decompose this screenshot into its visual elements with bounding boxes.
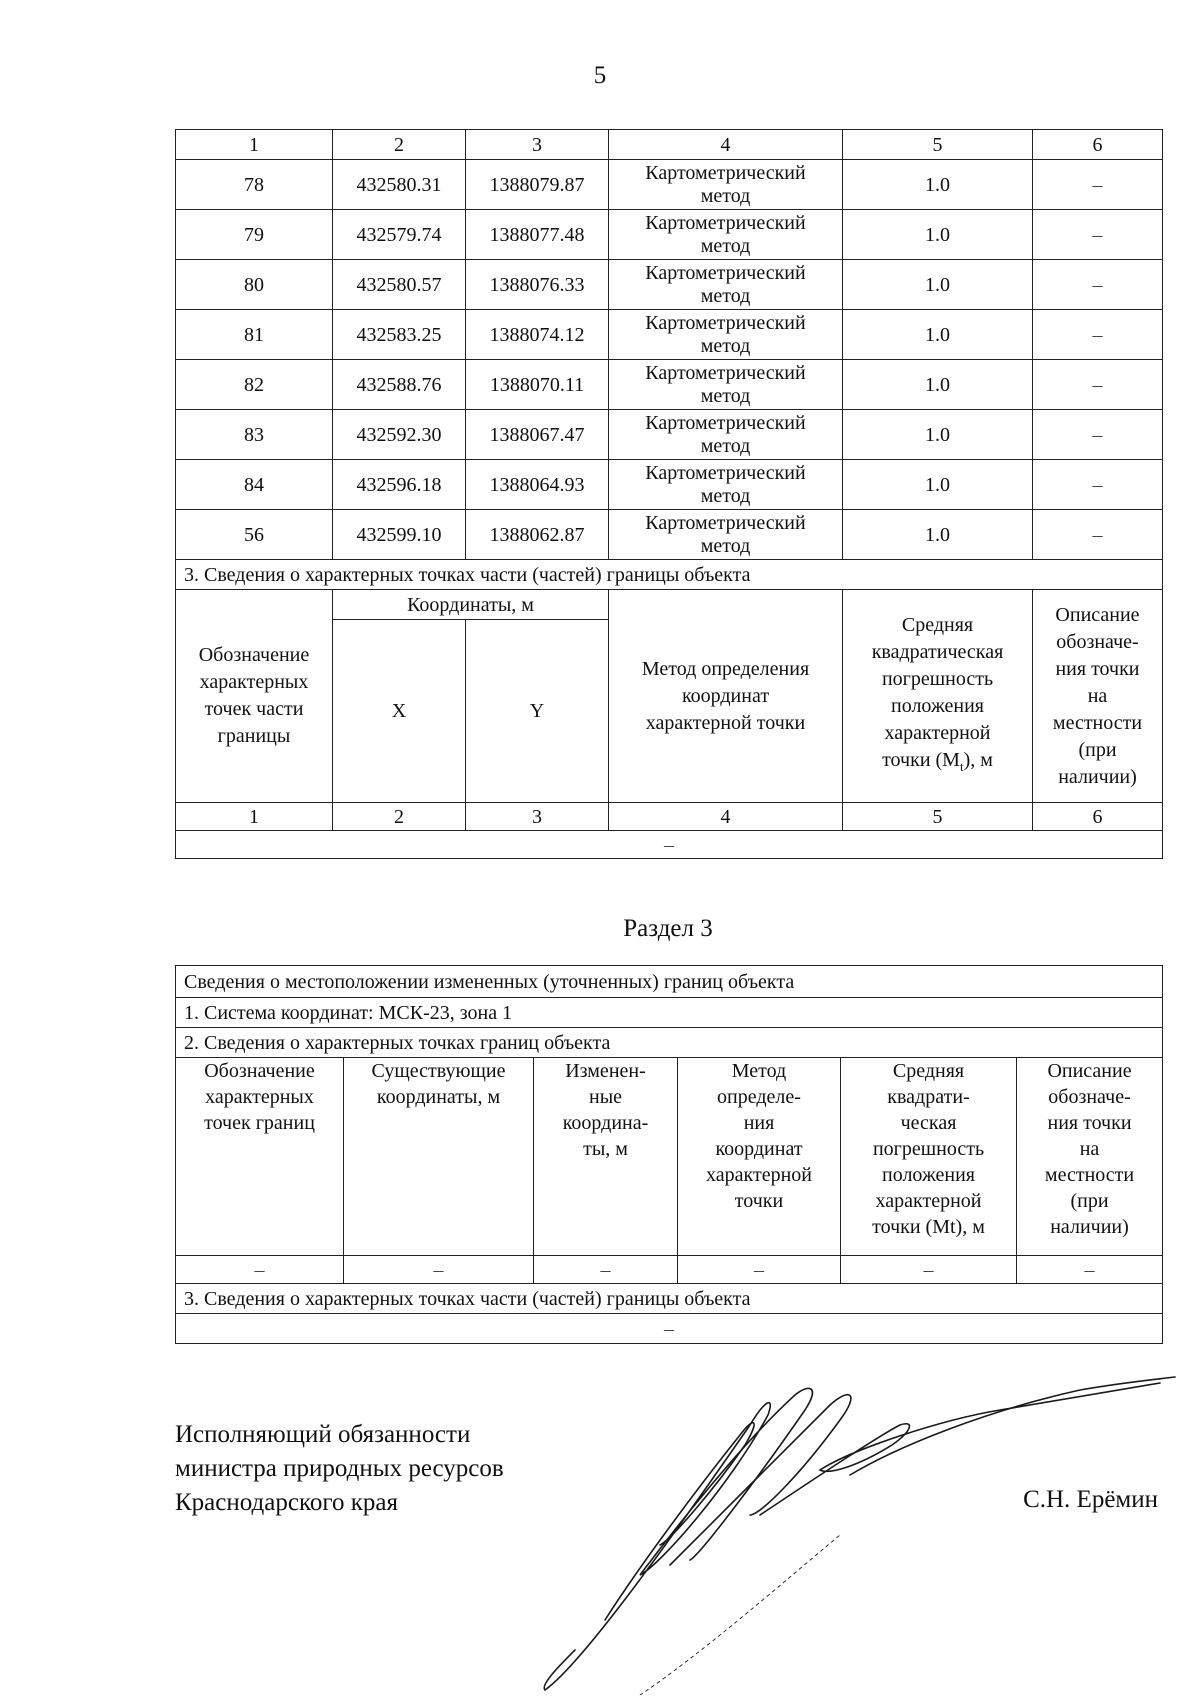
table-row [176, 510, 1163, 560]
section3-part-heading: 3. Сведения о характерных точках части (частей) границы объекта [176, 1284, 1163, 1314]
section3-title: Сведения о местоположении измененных (уточненных) границ объекта [176, 966, 1163, 998]
accuracy-value: 1.0 [843, 360, 1033, 410]
column-number: 1 [176, 803, 333, 831]
y-header: Y [466, 620, 609, 803]
description-value: – [1033, 210, 1163, 260]
description-value: – [1033, 160, 1163, 210]
column-number: 6 [1033, 130, 1163, 160]
method-cell: Картометрический метод [609, 510, 843, 560]
x-coordinate: 432583.25 [333, 310, 466, 360]
point-designation-header: Обозначение характерных точек части границы [176, 590, 333, 803]
point-number: 79 [176, 210, 333, 260]
point-number: 84 [176, 460, 333, 510]
table-row [176, 460, 1163, 510]
column-number: 2 [333, 803, 466, 831]
y-coordinate: 1388077.48 [466, 210, 609, 260]
accuracy-value: 1.0 [843, 410, 1033, 460]
value-cell: – [841, 1256, 1017, 1284]
column-number: 4 [609, 130, 843, 160]
point-number: 81 [176, 310, 333, 360]
method-cell: Картометрический метод [609, 260, 843, 310]
value-cell: – [678, 1256, 841, 1284]
accuracy-value: 1.0 [843, 310, 1033, 360]
points-heading: 2. Сведения о характерных точках границ объекта [176, 1028, 1163, 1058]
table-row [176, 410, 1163, 460]
y-coordinate: 1388062.87 [466, 510, 609, 560]
method-cell: Картометрический метод [609, 460, 843, 510]
x-coordinate: 432580.57 [333, 260, 466, 310]
description-header: Описание обозначе- ния точки на местности (при наличии) [1017, 1058, 1163, 1256]
column-number: 6 [1033, 803, 1163, 831]
description-value: – [1033, 460, 1163, 510]
accuracy-value: 1.0 [843, 460, 1033, 510]
point-number: 83 [176, 410, 333, 460]
value-cell: – [1017, 1256, 1163, 1284]
column-number: 4 [609, 803, 843, 831]
signer-position-line: Краснодарского края [175, 1489, 398, 1516]
section3-part-empty: – [176, 1314, 1163, 1344]
points-table [175, 129, 1163, 859]
table-row [176, 260, 1163, 310]
section-title: Раздел 3 [623, 915, 713, 942]
method-cell: Картометрический метод [609, 160, 843, 210]
section3-values-row [176, 1256, 1163, 1284]
point-number: 56 [176, 510, 333, 560]
handwritten-signature [520, 1365, 1180, 1695]
table-row [176, 210, 1163, 260]
value-cell: – [534, 1256, 678, 1284]
x-coordinate: 432599.10 [333, 510, 466, 560]
existing-coordinates-header: Существующие координаты, м [344, 1058, 534, 1256]
signer-position-line: министра природных ресурсов [175, 1455, 504, 1482]
x-coordinate: 432588.76 [333, 360, 466, 410]
y-coordinate: 1388070.11 [466, 360, 609, 410]
signer-name: С.Н. Ерёмин [1023, 1486, 1158, 1513]
table-row [176, 310, 1163, 360]
section3-header-row [176, 1058, 1163, 1256]
x-coordinate: 432596.18 [333, 460, 466, 510]
value-cell: – [176, 1256, 344, 1284]
x-coordinate: 432592.30 [333, 410, 466, 460]
accuracy-value: 1.0 [843, 210, 1033, 260]
column-number: 3 [466, 803, 609, 831]
coordinates-header: Координаты, м [333, 590, 609, 620]
section3-table [175, 965, 1163, 1344]
column-number: 5 [843, 803, 1033, 831]
method-header: Метод определе- ния координат характерной точки [678, 1058, 841, 1256]
y-coordinate: 1388067.47 [466, 410, 609, 460]
y-coordinate: 1388076.33 [466, 260, 609, 310]
value-cell: – [344, 1256, 534, 1284]
y-coordinate: 1388064.93 [466, 460, 609, 510]
x-coordinate: 432579.74 [333, 210, 466, 260]
column-number: 5 [843, 130, 1033, 160]
coord-system: 1. Система координат: МСК-23, зона 1 [176, 998, 1163, 1028]
description-value: – [1033, 510, 1163, 560]
method-header: Метод определения координат характерной точки [609, 590, 843, 803]
table-row [176, 160, 1163, 210]
description-header: Описание обозначе- ния точки на местности (при наличии) [1033, 590, 1163, 803]
changed-coordinates-header: Изменен- ные координа- ты, м [534, 1058, 678, 1256]
page-number: 5 [593, 62, 607, 89]
column-number-row [176, 130, 1163, 160]
method-cell: Картометрический метод [609, 210, 843, 260]
description-value: – [1033, 410, 1163, 460]
accuracy-header: Средняя квадратическая погрешность положения характерной точки $(M_t)$, м [843, 590, 1033, 803]
point-number: 80 [176, 260, 333, 310]
part-heading: 3. Сведения о характерных точках части (частей) границы объекта [176, 560, 1163, 590]
accuracy-value: 1.0 [843, 260, 1033, 310]
y-coordinate: 1388079.87 [466, 160, 609, 210]
part-empty-cell: – [176, 831, 1163, 859]
x-coordinate: 432580.31 [333, 160, 466, 210]
column-number: 2 [333, 130, 466, 160]
description-value: – [1033, 260, 1163, 310]
description-value: – [1033, 360, 1163, 410]
accuracy-value: 1.0 [843, 510, 1033, 560]
y-coordinate: 1388074.12 [466, 310, 609, 360]
method-cell: Картометрический метод [609, 410, 843, 460]
table-row [176, 360, 1163, 410]
column-number: 3 [466, 130, 609, 160]
point-number: 82 [176, 360, 333, 410]
description-value: – [1033, 310, 1163, 360]
part-column-number-row [176, 803, 1163, 831]
column-number: 1 [176, 130, 333, 160]
method-cell: Картометрический метод [609, 360, 843, 410]
accuracy-value: 1.0 [843, 160, 1033, 210]
signer-position [175, 1418, 504, 1520]
accuracy-header: Средняя квадрати- ческая погрешность положения характерной точки (Mt), м [841, 1058, 1017, 1256]
method-cell: Картометрический метод [609, 310, 843, 360]
point-number: 78 [176, 160, 333, 210]
point-designation-header: Обозначение характерных точек границ [176, 1058, 344, 1256]
x-header: X [333, 620, 466, 803]
signer-position-line: Исполняющий обязанности [175, 1421, 471, 1448]
